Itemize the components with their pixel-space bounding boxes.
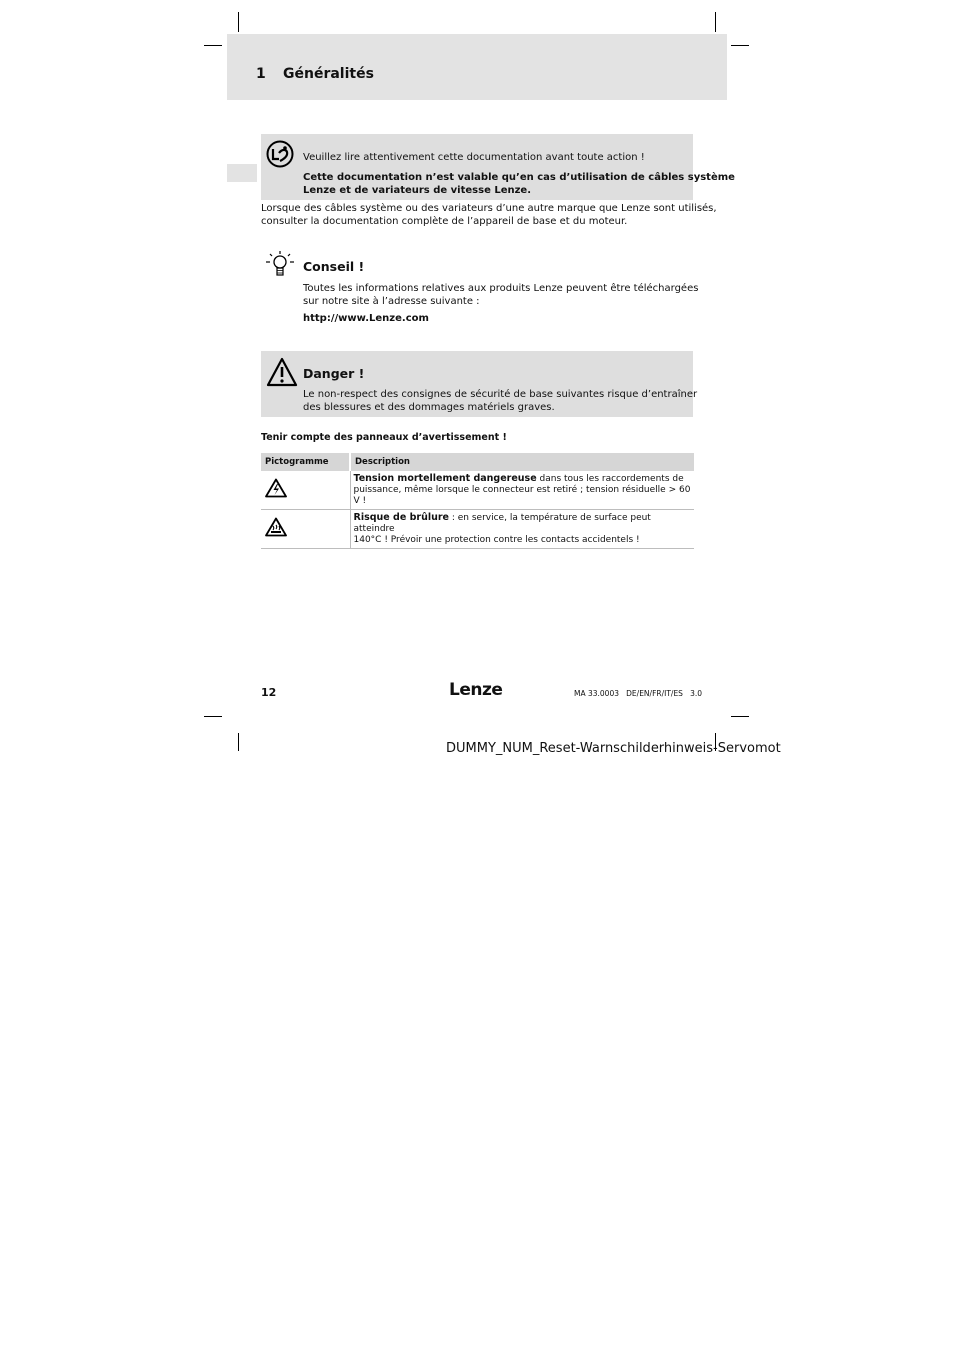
- danger-title: Danger !: [303, 366, 365, 381]
- table-cell: [350, 471, 694, 510]
- table-cell: [261, 471, 350, 510]
- crop-mark: [715, 12, 716, 32]
- read-manual-icon: [266, 140, 294, 168]
- page-caption: DUMMY_NUM_Reset-Warnschilderhinweis-Servomot: [446, 741, 781, 756]
- table-header-row: [261, 453, 694, 471]
- tip-url-link[interactable]: http://www.Lenze.com: [303, 313, 429, 324]
- note-line: Veuillez lire attentivement cette documentation avant toute action !: [303, 152, 645, 163]
- table-header-cell: Pictogramme: [261, 453, 350, 471]
- row-lead: Tension mortellement dangereuse: [353, 473, 537, 484]
- side-tab: [227, 164, 257, 182]
- table-cell: [261, 510, 350, 549]
- intro-line: Lorsque des câbles système ou des variateurs d’une autre marque que Lenze sont utilisés,: [261, 203, 717, 214]
- crop-mark: [731, 716, 749, 717]
- note-bold-line: Lenze et de variateurs de vitesse Lenze.: [303, 185, 532, 196]
- lenze-logo: Lenze: [449, 680, 503, 700]
- row-text: : en service, la température de surface peut atteindre: [353, 513, 651, 534]
- note-bold-line: Cette documentation n’est valable qu’en cas d’utilisation de câbles système: [303, 172, 735, 183]
- row-text: 140°C ! Prévoir une protection contre les contacts accidentels !: [353, 535, 640, 545]
- table-header-cell: Description: [350, 453, 694, 471]
- tip-title: Conseil !: [303, 259, 365, 274]
- warnings-heading: Tenir compte des panneaux d’avertissement !: [261, 432, 507, 443]
- crop-mark: [731, 45, 749, 46]
- warning-table: [261, 453, 694, 549]
- crop-mark: [238, 733, 239, 751]
- row-lead: Risque de brûlure: [353, 512, 449, 523]
- danger-line: des blessures et des dommages matériels graves.: [303, 402, 555, 413]
- crop-mark: [204, 716, 222, 717]
- crop-mark: [238, 12, 239, 32]
- table-row: [261, 471, 694, 510]
- row-text: dans tous les raccordements de: [536, 474, 684, 484]
- document-reference: MA 33.0003 DE/EN/FR/IT/ES 3.0: [574, 689, 703, 698]
- tip-line: Toutes les informations relatives aux produits Lenze peuvent être téléchargées: [303, 283, 699, 294]
- intro-line: consulter la documentation complète de l’appareil de base et du moteur.: [261, 216, 628, 227]
- table-row: [261, 510, 694, 549]
- crop-mark: [204, 45, 222, 46]
- table-cell: [350, 510, 694, 549]
- warning-triangle-icon: [266, 357, 298, 387]
- chapter-number: 1: [256, 66, 266, 82]
- tip-line: sur notre site à l’adresse suivante :: [303, 296, 480, 307]
- chapter-title: Généralités: [283, 66, 374, 82]
- row-text: puissance, même lorsque le connecteur est retiré ; tension résiduelle > 60 V !: [353, 485, 691, 506]
- high-voltage-icon: [265, 478, 287, 498]
- page-number: 12: [261, 686, 277, 699]
- lightbulb-icon: [265, 250, 295, 280]
- danger-line: Le non-respect des consignes de sécurité de base suivantes risque d’entraîner: [303, 389, 698, 400]
- hot-surface-icon: [265, 517, 287, 537]
